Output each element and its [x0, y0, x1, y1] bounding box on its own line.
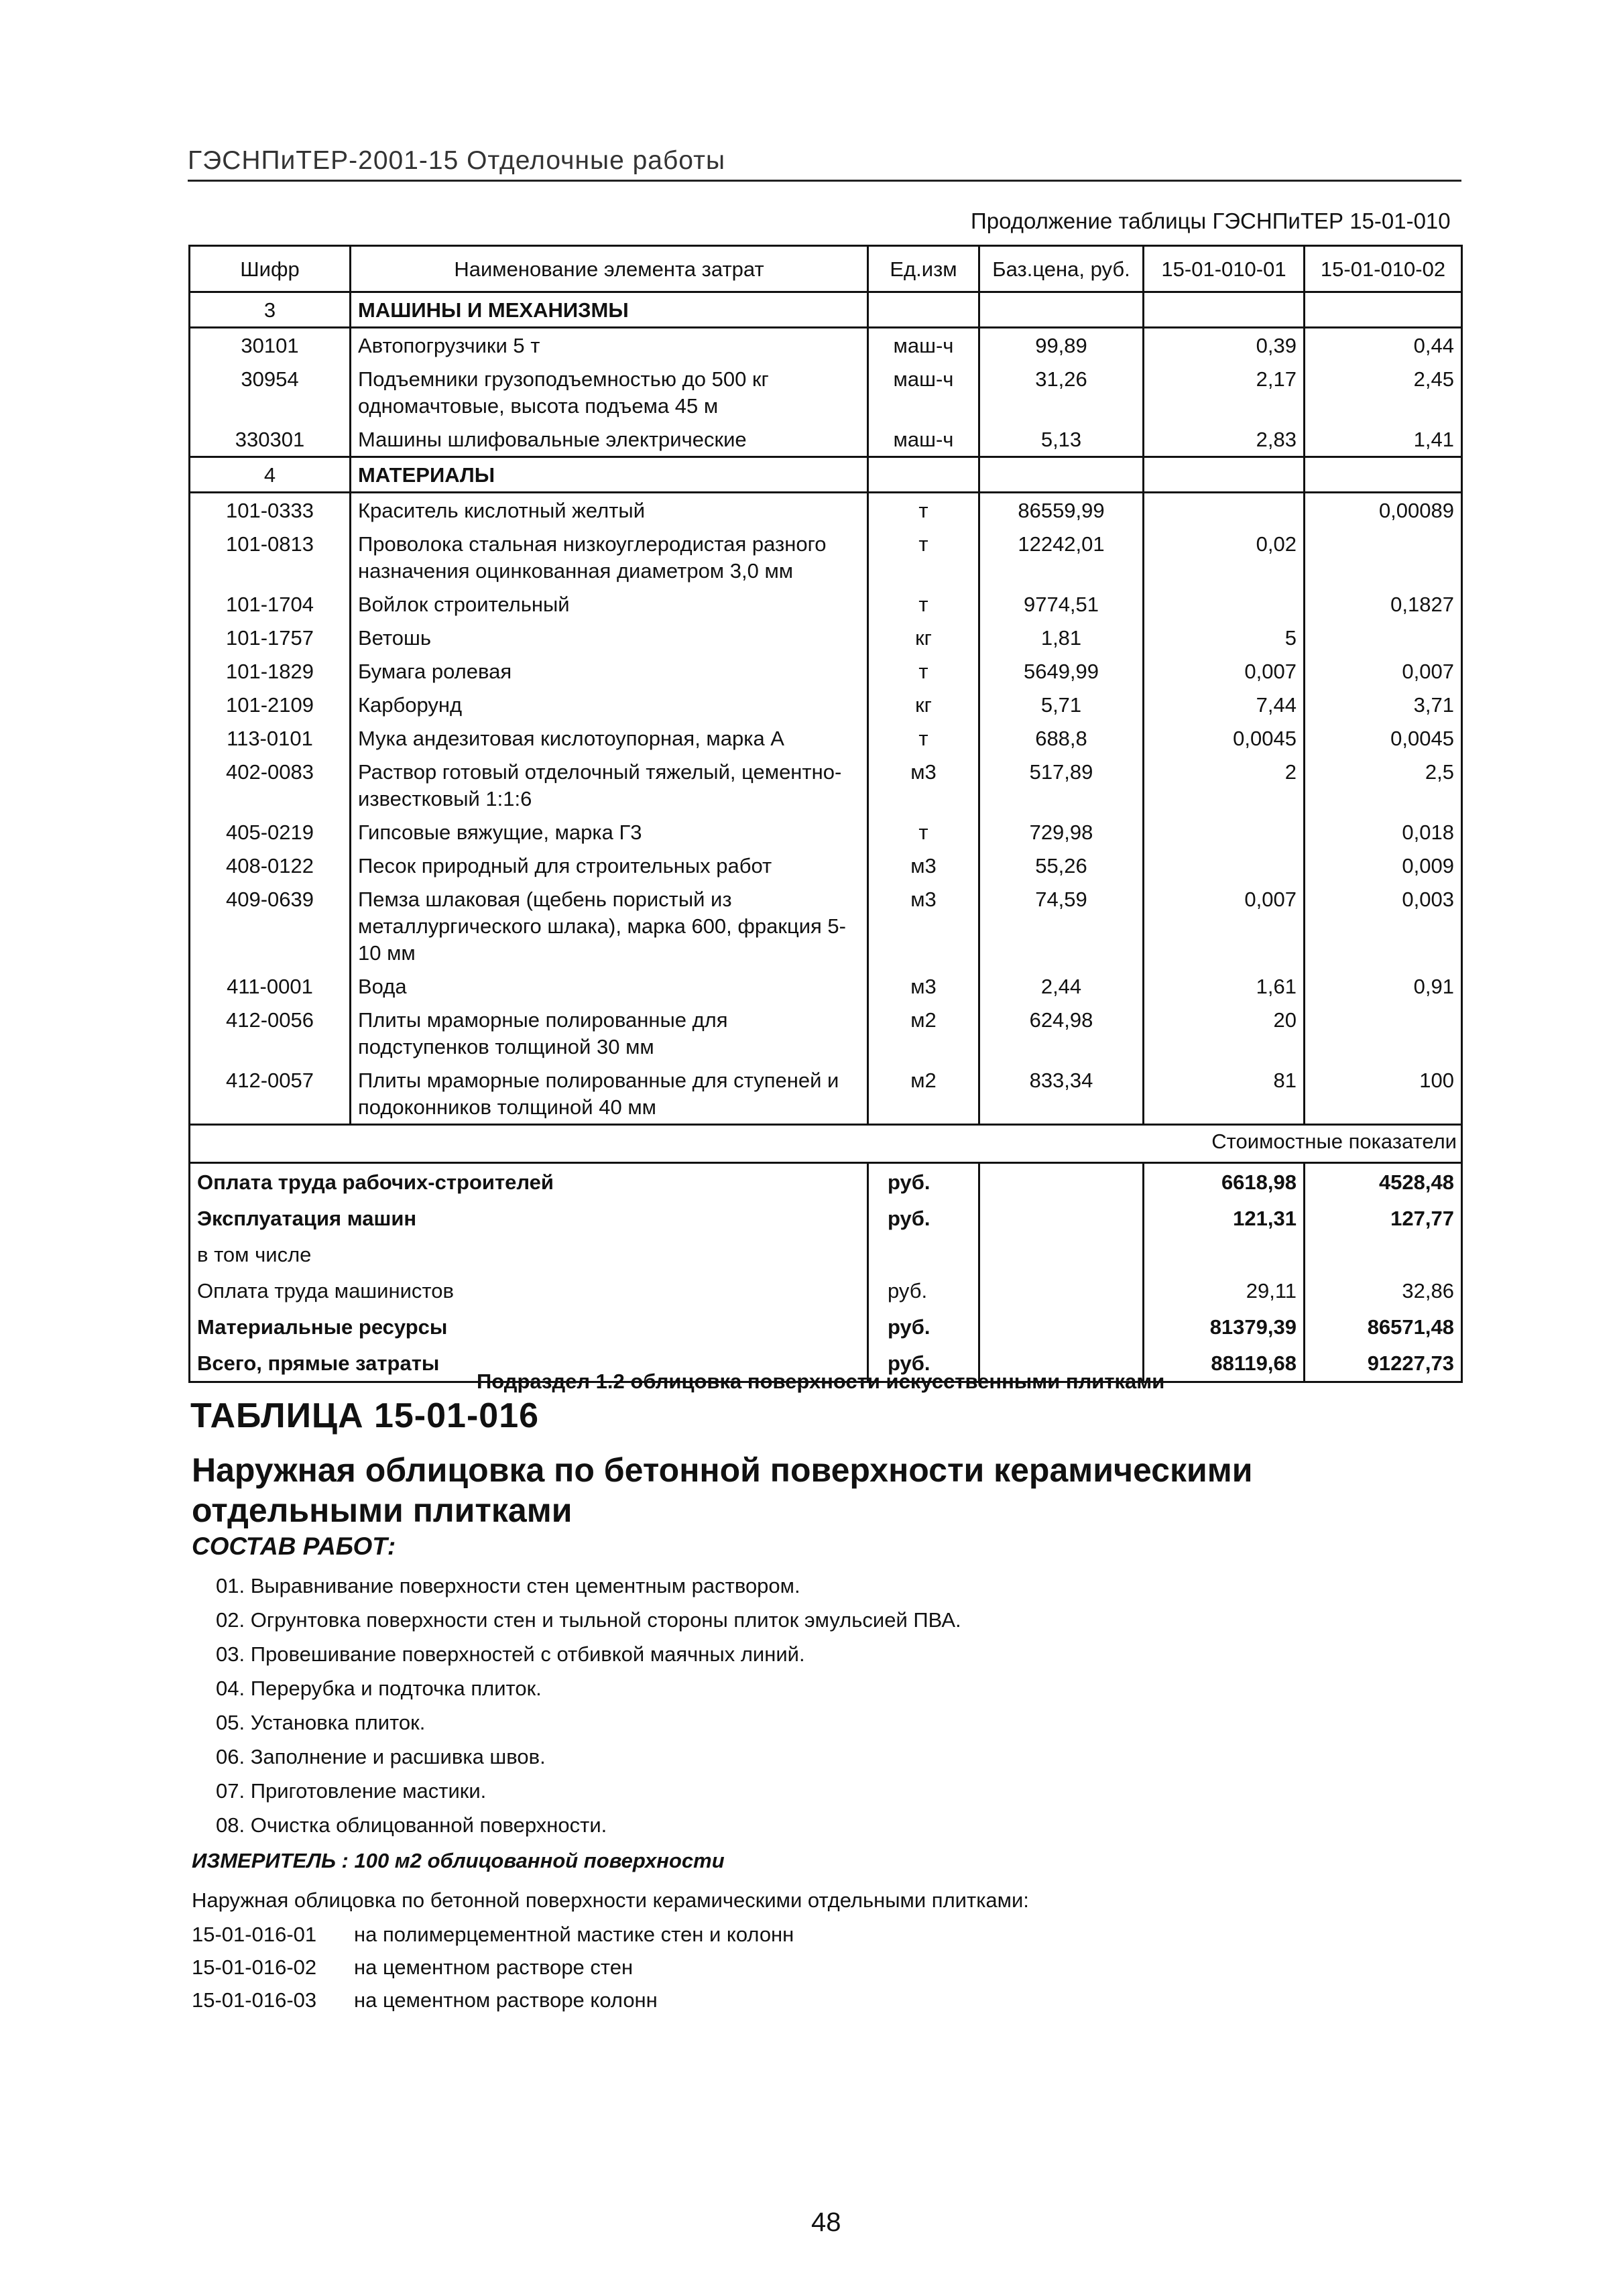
resource-table-wrap — [188, 245, 1461, 1375]
resource-code: 411-0001 — [190, 969, 351, 1003]
cost-value-variant-2: 32,86 — [1305, 1272, 1462, 1309]
operation-item: 03. Провешивание поверхностей с отбивкой маячных линий. — [216, 1642, 805, 1666]
resource-qty-variant-2: 0,003 — [1305, 882, 1462, 969]
resource-qty-variant-1: 0,0045 — [1144, 721, 1305, 755]
subsection-title: Подраздел 1.2 облицовка поверхности искусственными плитками — [477, 1370, 1165, 1393]
operation-item: 06. Заполнение и расшивка швов. — [216, 1745, 546, 1768]
resource-qty-variant-1: 2 — [1144, 755, 1305, 815]
section-row — [190, 457, 1462, 493]
cost-value-variant-1: 29,11 — [1144, 1272, 1305, 1309]
resource-name: Ветошь — [351, 621, 868, 654]
resource-name: Раствор готовый отделочный тяжелый, цементно-известковый 1:1:6 — [351, 755, 868, 815]
resource-code: 412-0057 — [190, 1063, 351, 1125]
resource-base-price: 31,26 — [979, 362, 1144, 422]
cost-value-variant-1: 6618,98 — [1144, 1163, 1305, 1201]
cost-header-row — [190, 1125, 1462, 1163]
resource-qty-variant-2: 0,018 — [1305, 815, 1462, 849]
table-row — [190, 654, 1462, 688]
resource-name: Машины шлифовальные электрические — [351, 422, 868, 457]
resource-code: 101-2109 — [190, 688, 351, 721]
cost-label: Оплата труда рабочих-строителей — [190, 1163, 868, 1201]
resource-table — [188, 245, 1463, 1383]
table-row — [190, 969, 1462, 1003]
resource-qty-variant-2: 0,007 — [1305, 654, 1462, 688]
resource-unit: м3 — [910, 888, 937, 911]
cost-label: Эксплуатация машин — [190, 1200, 868, 1236]
resource-qty-variant-1: 2,83 — [1144, 422, 1305, 457]
variant-text: на полимерцементной мастике стен и колонн — [354, 1923, 794, 1946]
cost-label: Оплата труда машинистов — [190, 1272, 868, 1309]
table-row — [190, 882, 1462, 969]
cost-unit: руб. — [868, 1200, 979, 1236]
resource-code: 402-0083 — [190, 755, 351, 815]
resource-base-price: 729,98 — [979, 815, 1144, 849]
resource-base-price: 624,98 — [979, 1003, 1144, 1063]
col-header-unit: Ед.изм — [868, 246, 979, 292]
empty-cell — [979, 1272, 1144, 1309]
section-code: 3 — [190, 292, 351, 328]
resource-qty-variant-2: 0,00089 — [1305, 493, 1462, 528]
variant-text: на цементном растворе колонн — [354, 1988, 658, 2012]
cost-row — [190, 1309, 1462, 1345]
resource-unit: м3 — [910, 854, 937, 878]
col-header-variant-2: 15-01-010-02 — [1305, 246, 1462, 292]
col-header-price: Баз.цена, руб. — [979, 246, 1144, 292]
resource-base-price: 99,89 — [979, 328, 1144, 363]
empty-cell — [1144, 292, 1305, 328]
variants-intro: Наружная облицовка по бетонной поверхности керамическими отдельными плитками: — [192, 1888, 1029, 1912]
cost-unit — [868, 1236, 979, 1272]
resource-base-price: 5649,99 — [979, 654, 1144, 688]
cost-value-variant-2: 91227,73 — [1305, 1345, 1462, 1382]
empty-cell — [868, 457, 979, 493]
resource-base-price: 5,13 — [979, 422, 1144, 457]
resource-unit: маш-ч — [893, 428, 954, 451]
cost-unit: руб. — [868, 1163, 979, 1201]
resource-unit: маш-ч — [893, 334, 954, 357]
cost-label: в том числе — [190, 1236, 868, 1272]
resource-name: Вода — [351, 969, 868, 1003]
resource-name: Пемза шлаковая (щебень пористый из металлургического шлака), марка 600, фракция 5-10 мм — [351, 882, 868, 969]
resource-unit: маш-ч — [893, 367, 954, 391]
resource-qty-variant-1 — [1144, 849, 1305, 882]
resource-code: 101-0333 — [190, 493, 351, 528]
operation-item: 07. Приготовление мастики. — [216, 1779, 487, 1803]
resource-qty-variant-2: 2,5 — [1305, 755, 1462, 815]
operation-item: 04. Перерубка и подточка плиток. — [216, 1677, 542, 1700]
resource-unit: т — [918, 821, 928, 844]
empty-cell — [1305, 292, 1462, 328]
resource-qty-variant-1: 20 — [1144, 1003, 1305, 1063]
resource-qty-variant-1: 81 — [1144, 1063, 1305, 1125]
resource-qty-variant-1: 0,007 — [1144, 882, 1305, 969]
header-text: ГЭСНПиТЕР-2001-15 Отделочные работы — [188, 146, 726, 175]
resource-unit: т — [918, 532, 928, 556]
section-name: МАТЕРИАЛЫ — [351, 457, 868, 493]
resource-code: 408-0122 — [190, 849, 351, 882]
resource-unit: кг — [915, 626, 932, 650]
table-row — [190, 721, 1462, 755]
resource-table-body — [190, 246, 1462, 1382]
resource-qty-variant-1: 1,61 — [1144, 969, 1305, 1003]
resource-qty-variant-2: 2,45 — [1305, 362, 1462, 422]
resource-name: Автопогрузчики 5 т — [351, 328, 868, 363]
cost-row — [190, 1200, 1462, 1236]
variant-code: 15-01-016-03 — [192, 1988, 317, 2012]
empty-cell — [979, 1236, 1144, 1272]
resource-qty-variant-1 — [1144, 587, 1305, 621]
resource-qty-variant-2: 0,44 — [1305, 328, 1462, 363]
work-composition-title: СОСТАВ РАБОТ: — [192, 1532, 396, 1560]
operation-item: 05. Установка плиток. — [216, 1711, 426, 1734]
resource-qty-variant-2: 0,009 — [1305, 849, 1462, 882]
resource-base-price: 2,44 — [979, 969, 1144, 1003]
resource-name: Гипсовые вяжущие, марка Г3 — [351, 815, 868, 849]
page-number: 48 — [811, 2208, 841, 2237]
col-header-name: Наименование элемента затрат — [351, 246, 868, 292]
resource-qty-variant-2 — [1305, 1003, 1462, 1063]
operation-item: 02. Огрунтовка поверхности стен и тыльной стороны плиток эмульсией ПВА. — [216, 1608, 961, 1632]
cost-value-variant-1: 88119,68 — [1144, 1345, 1305, 1382]
cost-row — [190, 1236, 1462, 1272]
resource-unit: м3 — [910, 760, 937, 784]
resource-unit: м2 — [868, 1063, 979, 1125]
table-row — [190, 815, 1462, 849]
resource-qty-variant-2: 0,1827 — [1305, 587, 1462, 621]
resource-qty-variant-2: 1,41 — [1305, 422, 1462, 457]
resource-code: 101-1829 — [190, 654, 351, 688]
resource-unit: кг — [915, 693, 932, 717]
resource-qty-variant-1: 0,39 — [1144, 328, 1305, 363]
cost-value-variant-1 — [1144, 1236, 1305, 1272]
table-row — [190, 493, 1462, 528]
cost-value-variant-2 — [1305, 1236, 1462, 1272]
variant-code: 15-01-016-01 — [192, 1923, 317, 1946]
variant-code: 15-01-016-02 — [192, 1955, 317, 1979]
table-row — [190, 1063, 1462, 1125]
table-row — [190, 422, 1462, 457]
cost-value-variant-2: 4528,48 — [1305, 1163, 1462, 1201]
resource-base-price: 86559,99 — [979, 493, 1144, 528]
cost-value-variant-1: 121,31 — [1144, 1200, 1305, 1236]
resource-unit: т — [918, 727, 928, 750]
resource-qty-variant-2: 3,71 — [1305, 688, 1462, 721]
table-continuation-note: Продолжение таблицы ГЭСНПиТЕР 15-01-010 — [971, 208, 1451, 233]
resource-base-price: 688,8 — [979, 721, 1144, 755]
resource-qty-variant-2: 0,91 — [1305, 969, 1462, 1003]
cost-header: Стоимостные показатели — [190, 1125, 1462, 1163]
resource-name: Карборунд — [351, 688, 868, 721]
resource-name: Плиты мраморные полированные для подступенков толщиной 30 мм — [351, 1003, 868, 1063]
resource-name: Проволока стальная низкоуглеродистая разного назначения оцинкованная диаметром 3,0 мм — [351, 527, 868, 587]
resource-code: 409-0639 — [190, 882, 351, 969]
measurement-unit: ИЗМЕРИТЕЛЬ : 100 м2 облицованной поверхности — [192, 1849, 725, 1872]
table-row — [190, 621, 1462, 654]
table-row — [190, 755, 1462, 815]
section-row — [190, 292, 1462, 328]
resource-base-price: 833,34 — [979, 1063, 1144, 1125]
cost-value-variant-2: 86571,48 — [1305, 1309, 1462, 1345]
resource-name: Войлок строительный — [351, 587, 868, 621]
resource-code: 330301 — [190, 422, 351, 457]
cost-unit: руб. — [868, 1345, 979, 1382]
resource-qty-variant-2: 0,0045 — [1305, 721, 1462, 755]
resource-code: 30954 — [190, 362, 351, 422]
resource-base-price: 1,81 — [979, 621, 1144, 654]
empty-cell — [979, 457, 1144, 493]
section-code: 4 — [190, 457, 351, 493]
operations-list — [216, 1573, 961, 1846]
variant-item — [192, 1987, 794, 2020]
header-rule — [188, 180, 1461, 182]
variants-list — [192, 1921, 794, 2020]
work-title: Наружная облицовка по бетонной поверхности керамическими отдельными плитками — [192, 1451, 1253, 1529]
resource-name: Песок природный для строительных работ — [351, 849, 868, 882]
resource-name: Мука андезитовая кислотоупорная, марка А — [351, 721, 868, 755]
cost-label: Материальные ресурсы — [190, 1309, 868, 1345]
empty-cell — [1305, 457, 1462, 493]
resource-code: 101-1704 — [190, 587, 351, 621]
resource-name: Бумага ролевая — [351, 654, 868, 688]
col-header-variant-1: 15-01-010-01 — [1144, 246, 1305, 292]
cost-row — [190, 1163, 1462, 1201]
empty-cell — [868, 292, 979, 328]
resource-code: 405-0219 — [190, 815, 351, 849]
variant-item — [192, 1954, 794, 1987]
cost-unit: руб. — [868, 1272, 979, 1309]
empty-cell — [979, 1309, 1144, 1345]
resource-base-price: 5,71 — [979, 688, 1144, 721]
resource-code: 101-0813 — [190, 527, 351, 587]
resource-name: Плиты мраморные полированные для ступеней и подоконников толщиной 40 мм — [351, 1063, 868, 1125]
resource-qty-variant-1: 0,007 — [1144, 654, 1305, 688]
section-name: МАШИНЫ И МЕХАНИЗМЫ — [351, 292, 868, 328]
empty-cell — [979, 1163, 1144, 1201]
resource-qty-variant-1: 2,17 — [1144, 362, 1305, 422]
resource-unit: т — [918, 660, 928, 683]
resource-name: Подъемники грузоподъемностью до 500 кг одномачтовые, высота подъема 45 м — [351, 362, 868, 422]
resource-unit: м2 — [910, 1008, 937, 1032]
variant-text: на цементном растворе стен — [354, 1955, 634, 1979]
resource-qty-variant-1 — [1144, 493, 1305, 528]
table-title: ТАБЛИЦА 15-01-016 — [190, 1396, 540, 1435]
resource-unit: м3 — [910, 975, 937, 998]
cost-row — [190, 1272, 1462, 1309]
resource-unit: т — [918, 499, 928, 522]
empty-cell — [979, 292, 1144, 328]
resource-qty-variant-2 — [1305, 527, 1462, 587]
table-row — [190, 362, 1462, 422]
resource-qty-variant-1: 7,44 — [1144, 688, 1305, 721]
empty-cell — [1144, 457, 1305, 493]
running-header — [188, 146, 1461, 182]
variant-item — [192, 1921, 794, 1954]
table-row — [190, 688, 1462, 721]
cost-unit: руб. — [868, 1309, 979, 1345]
resource-code: 412-0056 — [190, 1003, 351, 1063]
col-header-code: Шифр — [190, 246, 351, 292]
table-row — [190, 1003, 1462, 1063]
resource-qty-variant-1: 5 — [1144, 621, 1305, 654]
resource-qty-variant-1: 0,02 — [1144, 527, 1305, 587]
resource-base-price: 12242,01 — [979, 527, 1144, 587]
resource-base-price: 517,89 — [979, 755, 1144, 815]
resource-base-price: 55,26 — [979, 849, 1144, 882]
table-header-row — [190, 246, 1462, 292]
cost-label: Всего, прямые затраты — [190, 1345, 868, 1382]
operation-item: 08. Очистка облицованной поверхности. — [216, 1813, 607, 1837]
table-row — [190, 849, 1462, 882]
resource-base-price: 74,59 — [979, 882, 1144, 969]
resource-qty-variant-2: 100 — [1305, 1063, 1462, 1125]
resource-unit: т — [918, 593, 928, 616]
resource-code: 101-1757 — [190, 621, 351, 654]
operation-item: 01. Выравнивание поверхности стен цементным раствором. — [216, 1574, 800, 1597]
cost-value-variant-2: 127,77 — [1305, 1200, 1462, 1236]
table-row — [190, 527, 1462, 587]
table-row — [190, 328, 1462, 363]
resource-base-price: 9774,51 — [979, 587, 1144, 621]
resource-code: 113-0101 — [190, 721, 351, 755]
resource-code: 30101 — [190, 328, 351, 363]
empty-cell — [979, 1200, 1144, 1236]
table-row — [190, 587, 1462, 621]
resource-qty-variant-2 — [1305, 621, 1462, 654]
resource-name: Краситель кислотный желтый — [351, 493, 868, 528]
resource-qty-variant-1 — [1144, 815, 1305, 849]
cost-value-variant-1: 81379,39 — [1144, 1309, 1305, 1345]
